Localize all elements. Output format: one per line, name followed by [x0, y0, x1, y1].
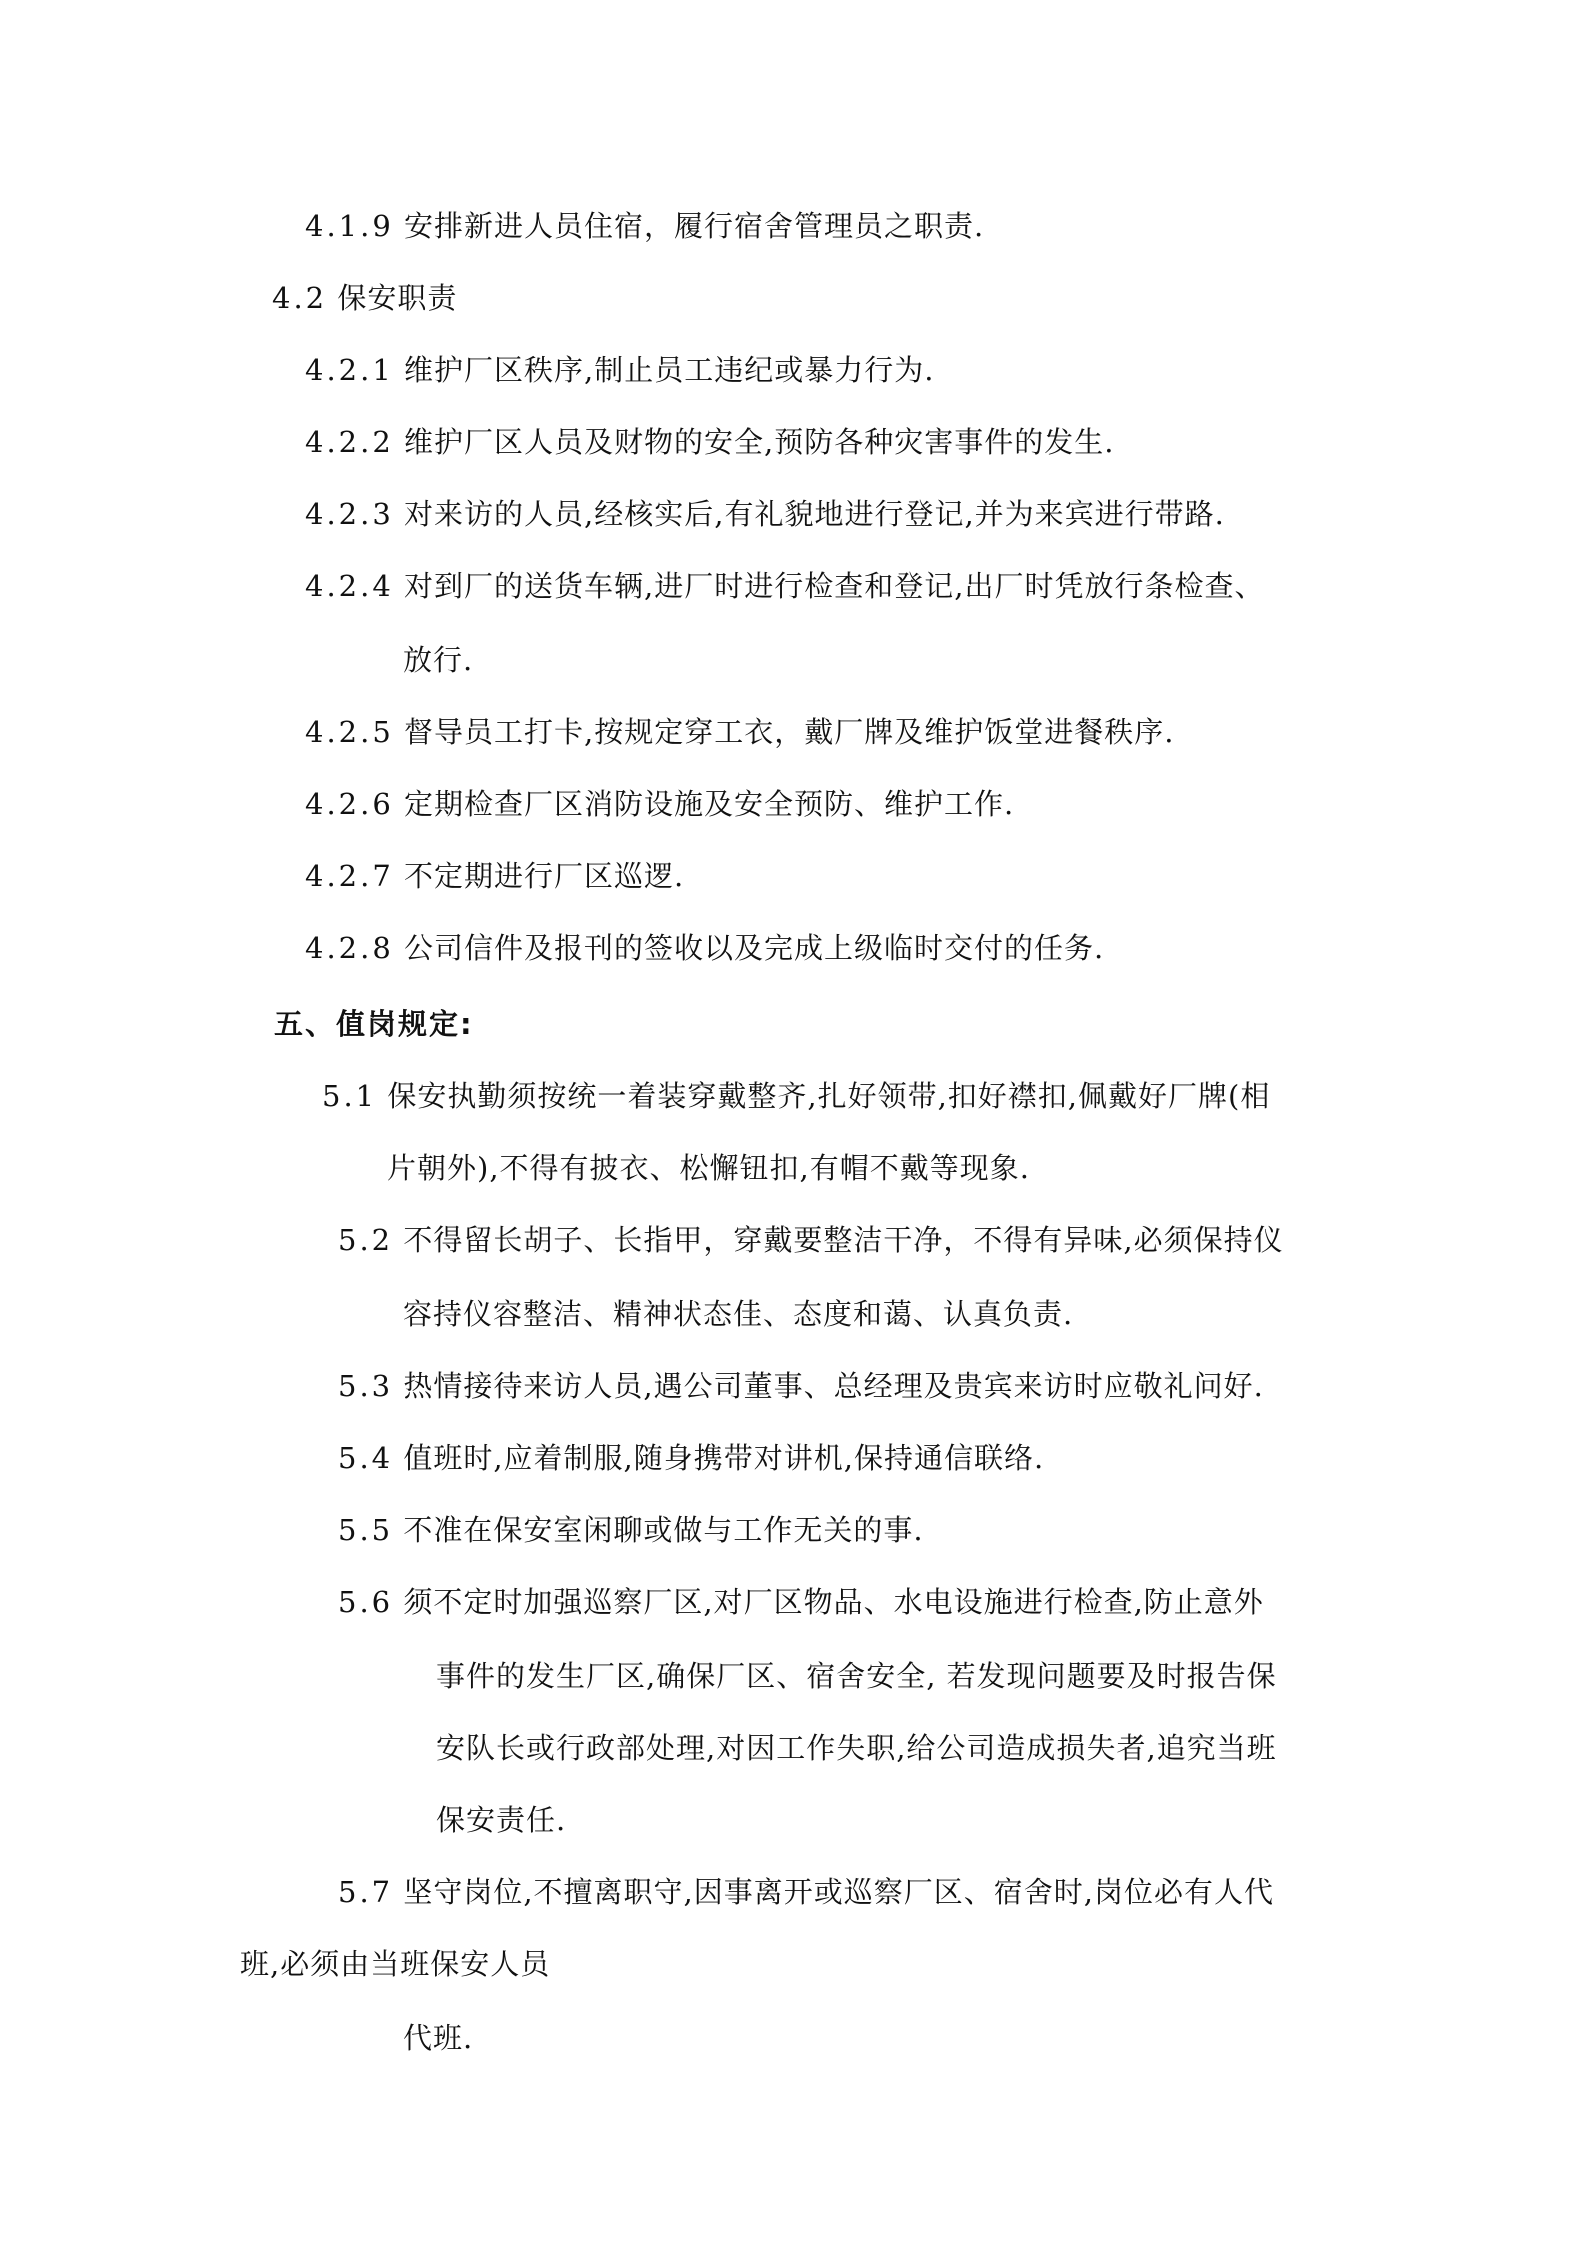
text-line: [305, 568, 1264, 604]
text-line: [305, 786, 1014, 822]
item-text: 对到厂的送货车辆,进厂时进行检查和登记,出厂时凭放行条检查、: [404, 569, 1265, 603]
item-text: 保安责任.: [436, 1803, 567, 1837]
item-text: 热情接待来访人员,遇公司董事、总经理及贵宾来访时应敬礼问好.: [403, 1369, 1264, 1403]
section-subtitle: [272, 280, 457, 316]
item-text: 对来访的人员,经核实后,有礼貌地进行登记,并为来宾进行带路.: [404, 497, 1225, 531]
text-line-continuation: [403, 642, 473, 678]
item-number: 4.2.7: [305, 859, 394, 893]
item-text: 容持仪容整洁、精神状态佳、态度和蔼、认真负责.: [403, 1297, 1074, 1331]
item-text: 事件的发生厂区,确保厂区、宿舍安全, 若发现问题要及时报告保: [436, 1659, 1277, 1693]
text-line-continuation: [403, 2020, 473, 2056]
text-line: [305, 858, 684, 894]
text-line-continuation: [436, 1730, 1277, 1766]
text-line: [338, 1440, 1044, 1476]
item-text: 片朝外),不得有披衣、松懈钮扣,有帽不戴等现象.: [387, 1151, 1030, 1185]
text-line-continuation: [387, 1150, 1030, 1186]
item-number: 4.2.8: [305, 931, 394, 965]
item-number: 5.1: [322, 1079, 378, 1113]
item-text: 保安职责: [337, 281, 458, 315]
text-line: [338, 1222, 1284, 1258]
item-text: 放行.: [403, 643, 474, 677]
item-text: 坚守岗位,不擅离职守,因事离开或巡察厂区、宿舍时,岗位必有人代: [403, 1875, 1274, 1909]
item-text: 督导员工打卡,按规定穿工衣，戴厂牌及维护饭堂进餐秩序.: [404, 715, 1175, 749]
text-line: [305, 714, 1174, 750]
text-line: [322, 1078, 1270, 1114]
item-number: 5.5: [338, 1513, 394, 1547]
item-text: 不得留长胡子、长指甲，穿戴要整洁干净，不得有异味,必须保持仪: [403, 1223, 1284, 1257]
text-line-continuation: [436, 1802, 566, 1838]
item-number: 5.7: [338, 1875, 394, 1909]
item-text: 安排新进人员住宿，履行宿舍管理员之职责.: [404, 209, 985, 243]
text-line-continuation: [240, 1946, 550, 1982]
text-line: [305, 352, 934, 388]
item-number: 4.2.4: [305, 569, 394, 603]
text-line: [305, 208, 984, 244]
item-text: 班,必须由当班保安人员: [240, 1947, 551, 1981]
item-number: 4.2: [272, 281, 328, 315]
item-text: 代班.: [403, 2021, 474, 2055]
item-text: 保安执勤须按统一着装穿戴整齐,扎好领带,扣好襟扣,佩戴好厂牌(相: [387, 1079, 1271, 1113]
item-text: 公司信件及报刊的签收以及完成上级临时交付的任务.: [404, 931, 1105, 965]
item-number: 4.2.3: [305, 497, 394, 531]
item-number: 5.3: [338, 1369, 394, 1403]
text-line: [338, 1584, 1264, 1620]
section-heading-text: 五、值岗规定:: [274, 1007, 474, 1041]
item-text: 须不定时加强巡察厂区,对厂区物品、水电设施进行检查,防止意外: [403, 1585, 1264, 1619]
item-number: 4.2.1: [305, 353, 394, 387]
item-number: 4.1.9: [305, 209, 394, 243]
item-number: 4.2.5: [305, 715, 394, 749]
item-text: 维护厂区人员及财物的安全,预防各种灾害事件的发生.: [404, 425, 1115, 459]
item-number: 5.4: [338, 1441, 394, 1475]
text-line-continuation: [436, 1658, 1277, 1694]
text-line: [338, 1368, 1264, 1404]
item-number: 5.2: [338, 1223, 394, 1257]
text-line: [305, 424, 1114, 460]
item-number: 5.6: [338, 1585, 394, 1619]
item-text: 值班时,应着制服,随身携带对讲机,保持通信联络.: [403, 1441, 1045, 1475]
item-text: 不准在保安室闲聊或做与工作无关的事.: [403, 1513, 924, 1547]
text-line: [338, 1874, 1274, 1910]
item-number: 4.2.6: [305, 787, 394, 821]
item-number: 4.2.2: [305, 425, 394, 459]
item-text: 不定期进行厂区巡逻.: [404, 859, 685, 893]
text-line: [305, 930, 1104, 966]
item-text: 维护厂区秩序,制止员工违纪或暴力行为.: [404, 353, 935, 387]
item-text: 定期检查厂区消防设施及安全预防、维护工作.: [404, 787, 1015, 821]
text-line-continuation: [403, 1296, 1073, 1332]
section-heading: [274, 1006, 474, 1042]
item-text: 安队长或行政部处理,对因工作失职,给公司造成损失者,追究当班: [436, 1731, 1277, 1765]
text-line: [305, 496, 1225, 532]
text-line: [338, 1512, 924, 1548]
